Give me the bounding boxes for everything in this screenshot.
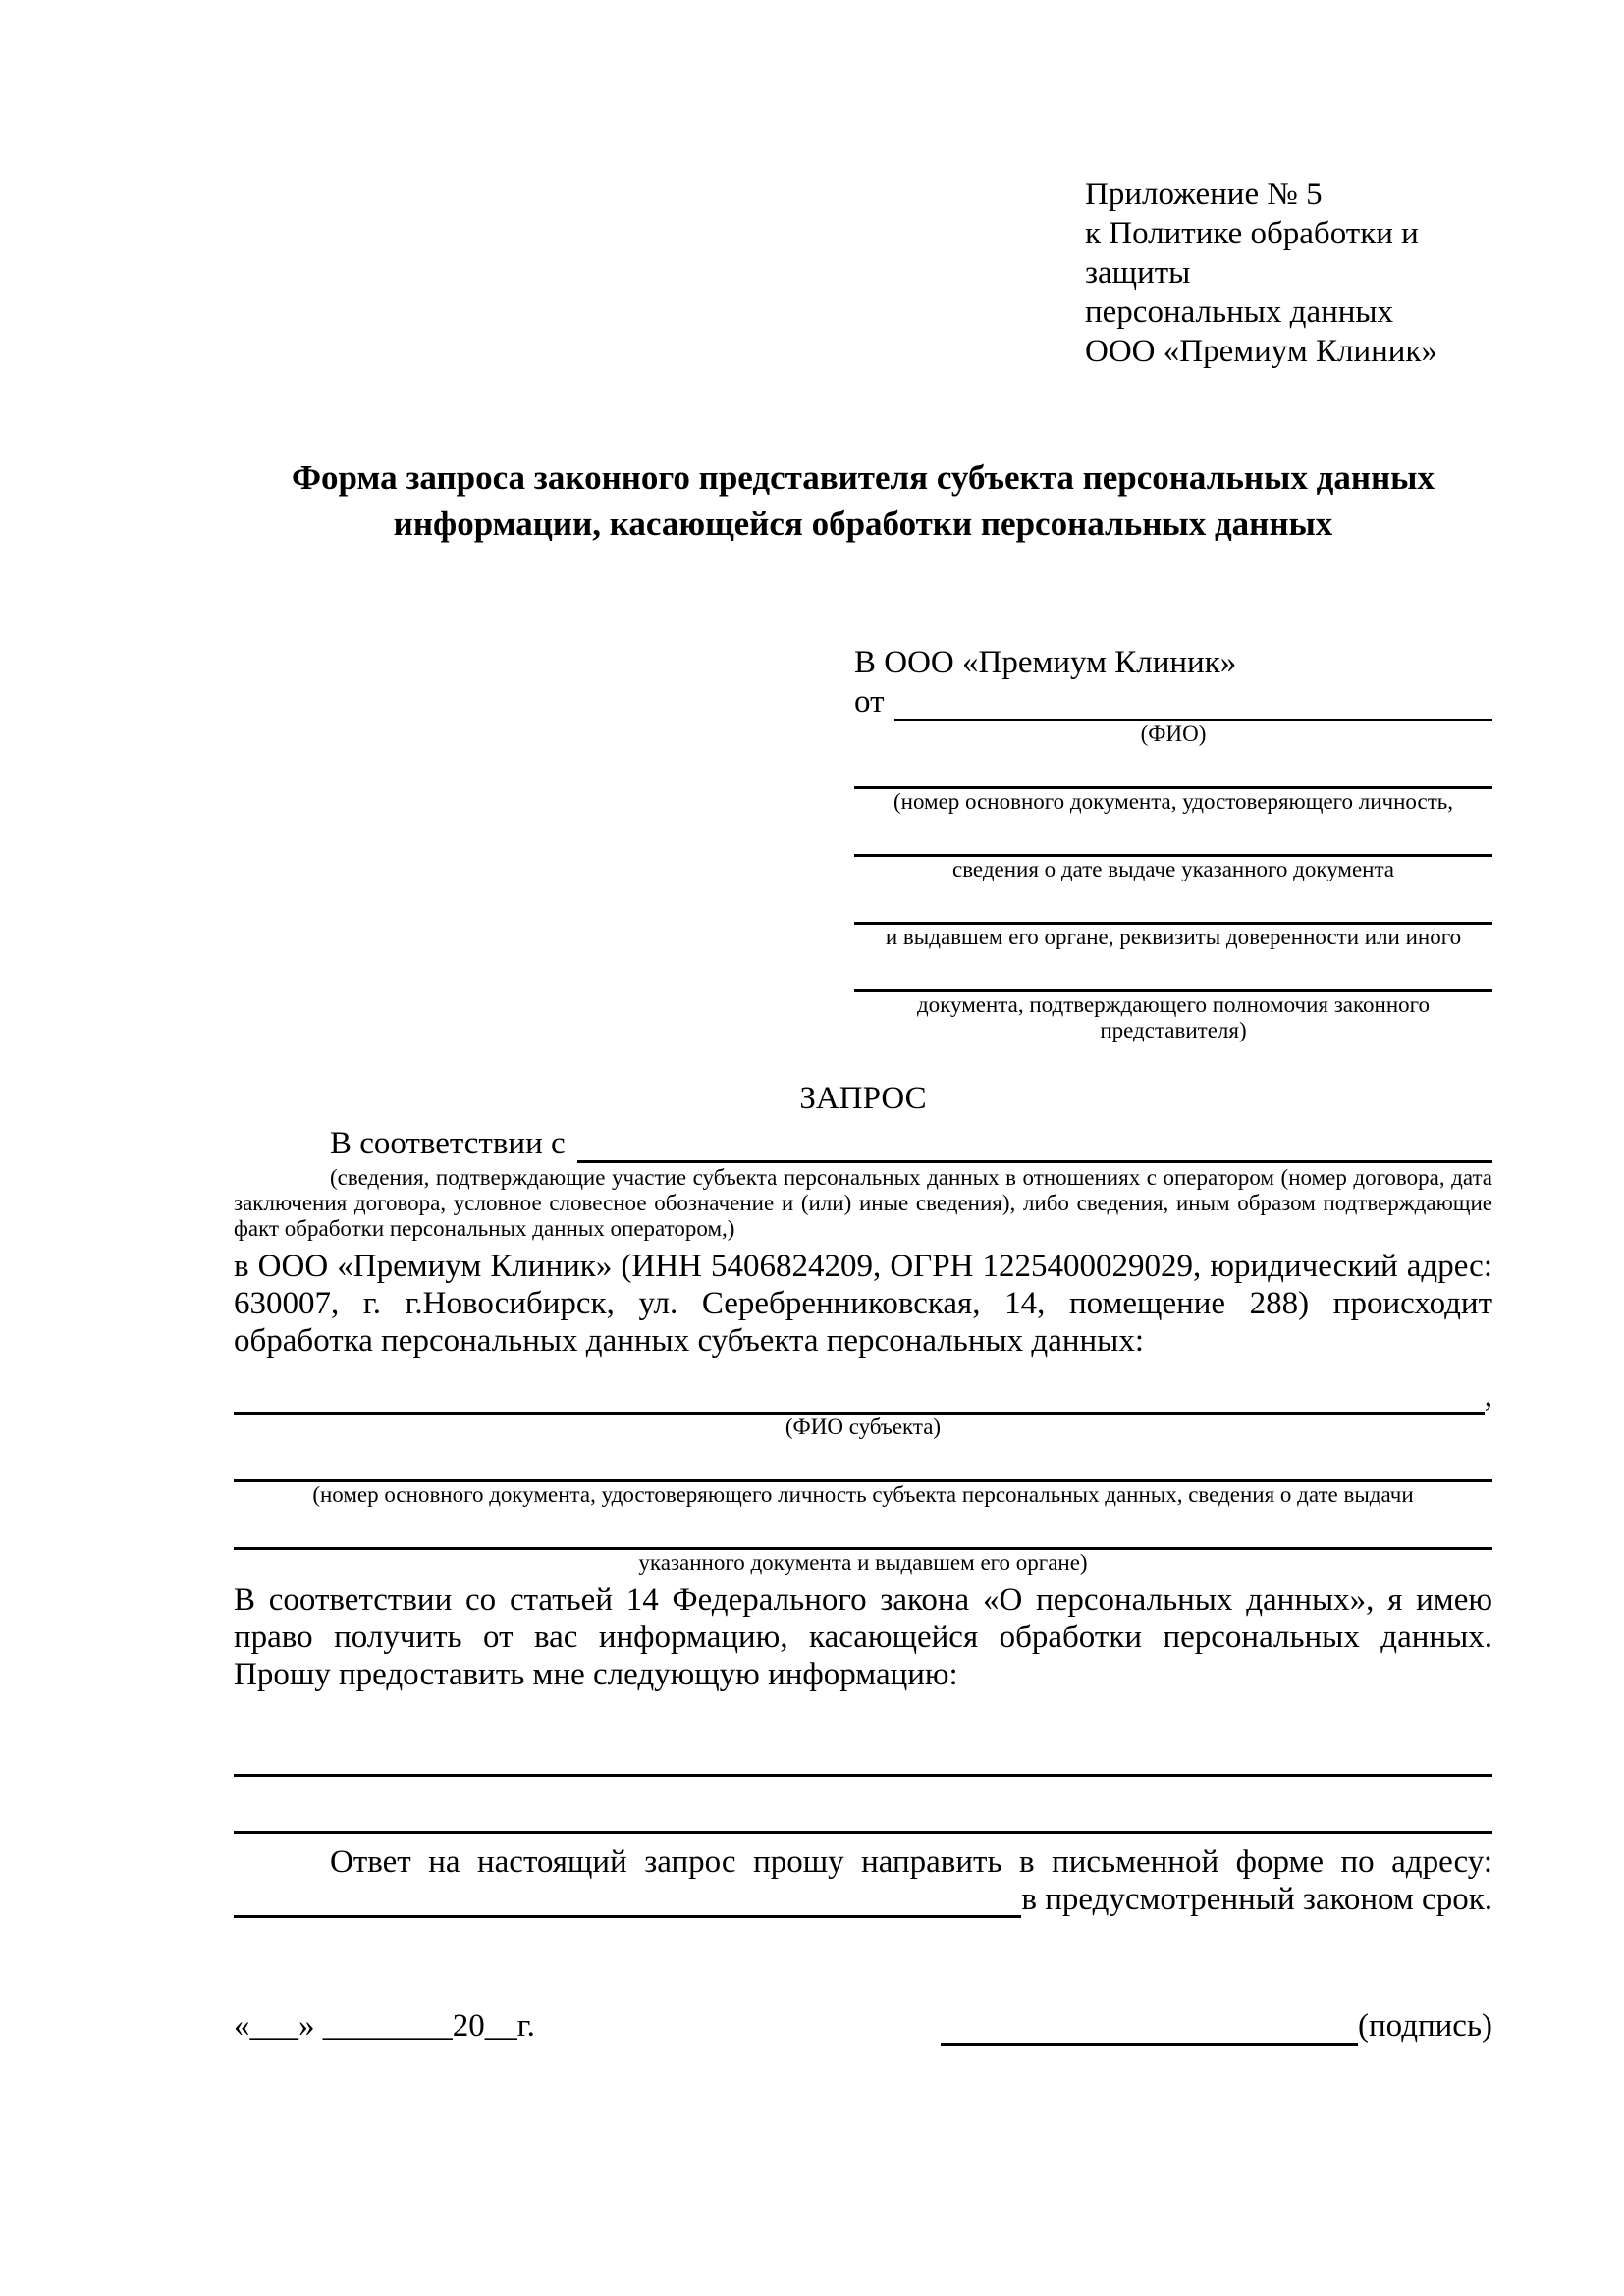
accordance-blank-line: [577, 1127, 1492, 1163]
annex-line-1: Приложение № 5: [1085, 177, 1323, 212]
fio-caption: (ФИО): [1140, 721, 1207, 746]
annex-block: [1085, 175, 1492, 371]
date-signature-row: [234, 2006, 1492, 2046]
accordance-caption: (сведения, подтверждающие участие субъекта персональных данных в отношениях с оператором (номер договора, дата заключения договора, условное словесное обозначение и (или) иные сведения), либо сведения, иным образом подтверждающие факт обработки персональных данных оператором,): [234, 1165, 1492, 1241]
doc-number-blank-line: [854, 747, 1492, 789]
signature-group: [941, 2006, 1492, 2046]
law-paragraph: В соответствии со статьей 14 Федерального закона «О персональных данных», я имею право получить от вас информацию, касающейся обработки персональных данных. Прошу предоставить мне следующую информацию:: [234, 1582, 1492, 1692]
operator-paragraph: в ООО «Премиум Клиник» (ИНН 5406824209, ОГРН 1225400029029, юридический адрес: 630007, г. г.Новосибирск, ул. Серебренниковская, 14, помещение 288) происходит обработка персональных данных субъекта персональных данных:: [234, 1249, 1492, 1359]
from-blank-line: [894, 685, 1493, 721]
issue-date-blank-line: [854, 815, 1492, 857]
subject-fio-caption: (ФИО субъекта): [785, 1415, 942, 1439]
authority-document-caption: документа, подтверждающего полномочия законного представителя): [916, 992, 1430, 1042]
issuing-authority-caption: и выдавшем его органе, реквизиты доверенности или иного: [885, 925, 1462, 949]
annex-line-2: к Политике обработки и защиты: [1085, 216, 1419, 291]
date-line: «___» ________20__г.: [234, 2008, 535, 2044]
subject-doc-blank-line-2: [234, 1508, 1492, 1550]
accordance-label: В соответствии с: [330, 1126, 566, 1161]
subject-doc-blank-line-1: [234, 1440, 1492, 1482]
request-heading: ЗАПРОС: [799, 1081, 927, 1116]
addressee-org: В ООО «Премиум Клиник»: [854, 645, 1237, 680]
authority-document-blank-line: [854, 950, 1492, 992]
doc-number-caption: (номер основного документа, удостоверяющего личность,: [893, 789, 1453, 814]
issue-date-caption: сведения о дате выдаче указанного документа: [951, 857, 1395, 881]
subject-doc-caption-2: указанного документа и выдавшем его органе): [638, 1550, 1088, 1575]
answer-address-row: [234, 1881, 1492, 1918]
title-line-1: Форма запроса законного представителя субъекта персональных данных: [292, 458, 1435, 497]
information-blank-line-2: [234, 1777, 1492, 1834]
issuing-authority-blank-line: [854, 882, 1492, 925]
from-field-row: [854, 682, 1492, 721]
information-blank-line-1: [234, 1733, 1492, 1777]
annex-line-3: персональных данных: [1085, 294, 1394, 330]
address-blank-line: [234, 1882, 1021, 1918]
annex-line-4: ООО «Премиум Клиник»: [1085, 334, 1437, 369]
document-title: [234, 454, 1492, 547]
subject-fio-blank-line: [234, 1378, 1485, 1415]
subject-fio-field-row: [234, 1377, 1492, 1415]
signature-blank-line: [941, 2009, 1358, 2046]
signature-caption: (подпись): [1358, 2008, 1492, 2044]
addressee-block: [854, 643, 1492, 1043]
subject-fio-comma: ,: [1484, 1378, 1492, 1414]
title-line-2: информации, касающейся обработки персональных данных: [393, 505, 1333, 543]
subject-doc-caption-1: (номер основного документа, удостоверяющего личность субъекта персональных данных, сведения о дате выдачи: [312, 1482, 1414, 1507]
accordance-field-row: [234, 1124, 1492, 1163]
answer-tail: в предусмотренный законом срок.: [1021, 1882, 1492, 1917]
from-label: от: [854, 684, 885, 720]
answer-line: Ответ на настоящий запрос прошу направить в письменной форме по адресу:: [330, 1844, 1492, 1880]
